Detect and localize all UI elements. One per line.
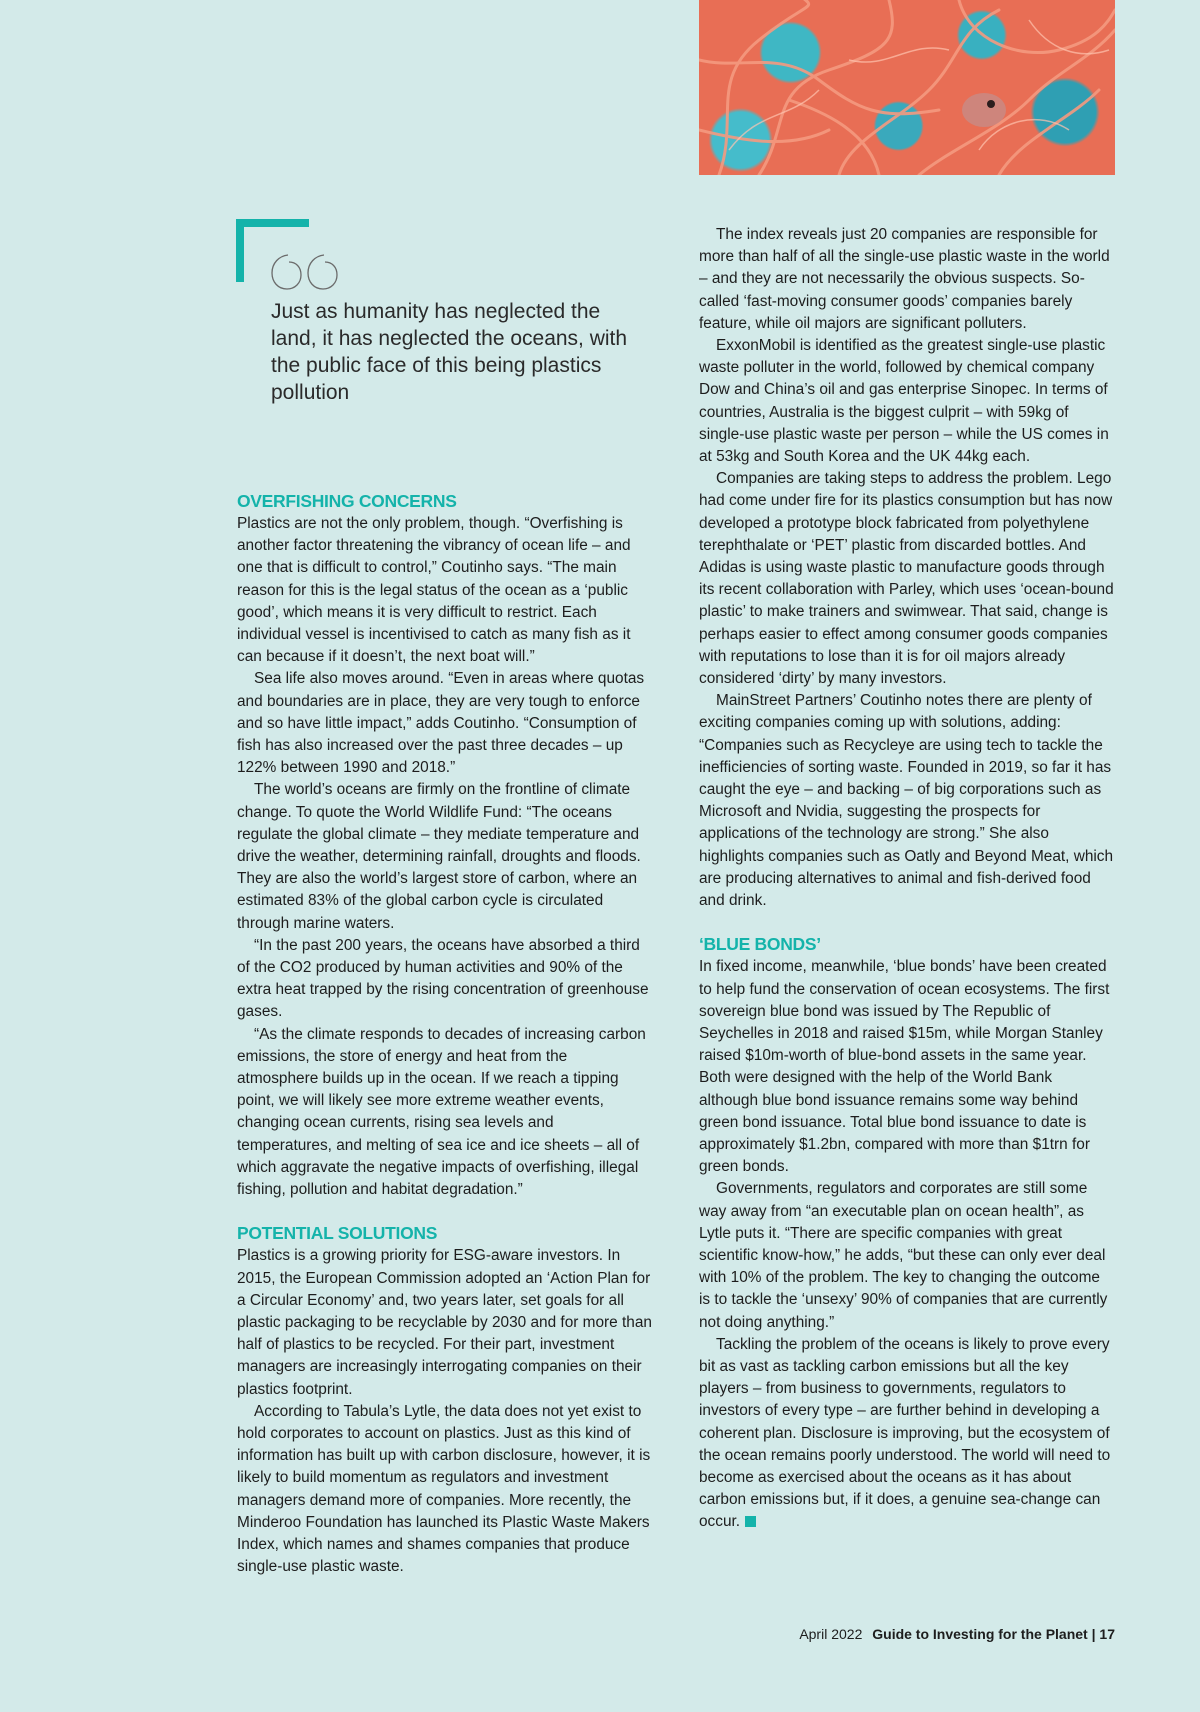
pull-quote-text: Just as humanity has neglected the land, it has neglected the oceans, with the public face of this being plastics pollution bbox=[271, 300, 628, 404]
paragraph: “In the past 200 years, the oceans have absorbed a third of the CO2 produced by human activities and 90% of the extra heat trapped by the rising concentration of greenhouse gases. bbox=[237, 936, 649, 1021]
end-of-article-mark bbox=[745, 1516, 756, 1527]
last-paragraph-text: Tackling the problem of the oceans is likely to prove every bit as vast as tackling carbon emissions but all the key players – from business to governments, regulators to investors of every type – are further behind in developing a coherent plan. Disclosure is improving, but the ecosystem of the ocean remains poorly understood. The world will need to become as exercised about the oceans as it has about carbon emissions but, if it does, a genuine sea-change can occur. bbox=[699, 1335, 1111, 1531]
footer-publication: Guide to Investing for the Planet bbox=[872, 1626, 1088, 1642]
quote-bracket-top bbox=[236, 219, 309, 227]
paragraph: Plastics are not the only problem, though. “Overfishing is another factor threatening the vibrancy of ocean life – and one that is difficult to control,” Coutinho says. “The main reason for this is the legal status of the ocean as a ‘public good’, which means it is very difficult to restrict. Each individual vessel is incentivised to catch as many fish as it can because if it doesn’t, the next boat will.” bbox=[237, 515, 631, 666]
left-column bbox=[237, 489, 652, 1578]
coral-branches-illustration bbox=[699, 0, 1115, 175]
solutions-heading: POTENTIAL SOLUTIONS bbox=[237, 1223, 438, 1244]
quote-marks-icon bbox=[270, 252, 346, 292]
coral-photo bbox=[699, 0, 1115, 175]
pull-quote bbox=[236, 219, 656, 419]
paragraph: “As the climate responds to decades of increasing carbon emissions, the store of energy and heat from the atmosphere builds up in the ocean. If we reach a tipping point, we will likely see more extreme weather events, changing ocean currents, rising sea levels and temperatures, and melting of sea ice and ice sheets – all of which aggravate the negative impacts of overfishing, illegal fishing, pollution and habitat degradation.” bbox=[237, 1025, 646, 1199]
last-paragraph bbox=[699, 1334, 1114, 1534]
paragraph: ExxonMobil is identified as the greatest single-use plastic waste polluter in the world, followed by chemical company Dow and China’s oil and gas enterprise Sinopec. In terms of countries, Australia is the biggest culprit – with 59kg of single-use plastic waste per person – while the US comes in at 53kg and South Korea and the UK 44kg each. bbox=[699, 337, 1109, 466]
page-footer bbox=[799, 1624, 1115, 1644]
footer-date: April 2022 bbox=[799, 1626, 863, 1642]
blue-bonds-heading: ‘BLUE BONDS’ bbox=[699, 934, 821, 955]
paragraph: Sea life also moves around. “Even in areas where quotas and boundaries are in place, they are very tough to enforce and so have little impact,” adds Coutinho. “Consumption of fish has also increased over the past three decades – up 122% between 1990 and 2018.” bbox=[237, 670, 645, 777]
overfishing-heading: OVERFISHING CONCERNS bbox=[237, 491, 457, 511]
paragraph: The index reveals just 20 companies are responsible for more than half of all the single-use plastic waste in the world – and they are not necessarily the obvious suspects. So-called ‘fast-moving consumer goods’ companies barely feature, while oil majors are significant polluters. bbox=[699, 226, 1110, 332]
paragraph: Companies are taking steps to address the problem. Lego had come under fire for its plastics consumption but has now developed a prototype block fabricated from polyethylene terephthalate or ‘PET’ plastic from discarded bottles. And Adidas is using waste plastic to manufacture goods through its recent collaboration with Parley, which uses ‘ocean-bound plastic’ to make trainers and swimwear. That said, change is perhaps easier to effect among consumer goods companies with reputations to lose than it is for oil majors already considered ‘dirty’ by many investors. bbox=[699, 470, 1114, 688]
footer-separator: | bbox=[1091, 1626, 1096, 1642]
page-number: 17 bbox=[1099, 1626, 1115, 1642]
paragraph: The world’s oceans are firmly on the frontline of climate change. To quote the World Wildlife Fund: “The oceans regulate the global climate – they mediate temperature and drive the weather, determining rainfall, droughts and floods. They are also the world’s largest store of carbon, where an estimated 83% of the global carbon cycle is circulated through marine waters. bbox=[237, 781, 641, 932]
paragraph: According to Tabula’s Lytle, the data does not yet exist to hold corporates to account on plastics. Just as this kind of information has built up with carbon disclosure, however, it is likely to build momentum as regulators and investment managers demand more of companies. More recently, the Minderoo Foundation has launched its Plastic Waste Makers Index, which names and shames companies that produce single-use plastic waste. bbox=[237, 1402, 651, 1576]
paragraph: Plastics is a growing priority for ESG-aware investors. In 2015, the European Commission adopted an ‘Action Plan for a Circular Economy’ and, two years later, set goals for all plastic packaging to be recyclable by 2030 and for more than half of plastics to be recycled. For their part, investment managers are increasingly interrogating companies on their plastics footprint. bbox=[237, 1247, 652, 1398]
right-column bbox=[699, 224, 1114, 1534]
paragraph: MainStreet Partners’ Coutinho notes there are plenty of exciting companies coming up with solutions, adding: “Companies such as Recycleye are using tech to tackle the inefficiencies of sorting waste. Founded in 2019, so far it has caught the eye – and backing – of big corporations such as Microsoft and Nvidia, suggesting the prospects for applications of the technology are strong.” She also highlights companies such as Oatly and Beyond Meat, which are producing alternatives to animal and fish-derived food and drink. bbox=[699, 692, 1114, 910]
quote-bracket-left bbox=[236, 219, 244, 282]
paragraph: In fixed income, meanwhile, ‘blue bonds’ have been created to help fund the conservation of ocean ecosystems. The first sovereign blue bond was issued by The Republic of Seychelles in 2018 and raised $15m, while Morgan Stanley raised $10m-worth of blue-bond assets in the same year. Both were designed with the help of the World Bank although blue bond issuance remains some way behind green bond issuance. Total blue bond issuance to date is approximately $1.2bn, compared with more than $1trn for green bonds. bbox=[699, 958, 1110, 1176]
paragraph: Governments, regulators and corporates are still some way away from “an executable plan on ocean health”, as Lytle puts it. “There are specific companies with great scientific know-how,” he adds, “but these can only ever deal with 10% of the problem. The key to changing the outcome is to tackle the ‘unsexy’ 90% of companies that are currently not doing anything.” bbox=[699, 1180, 1108, 1331]
